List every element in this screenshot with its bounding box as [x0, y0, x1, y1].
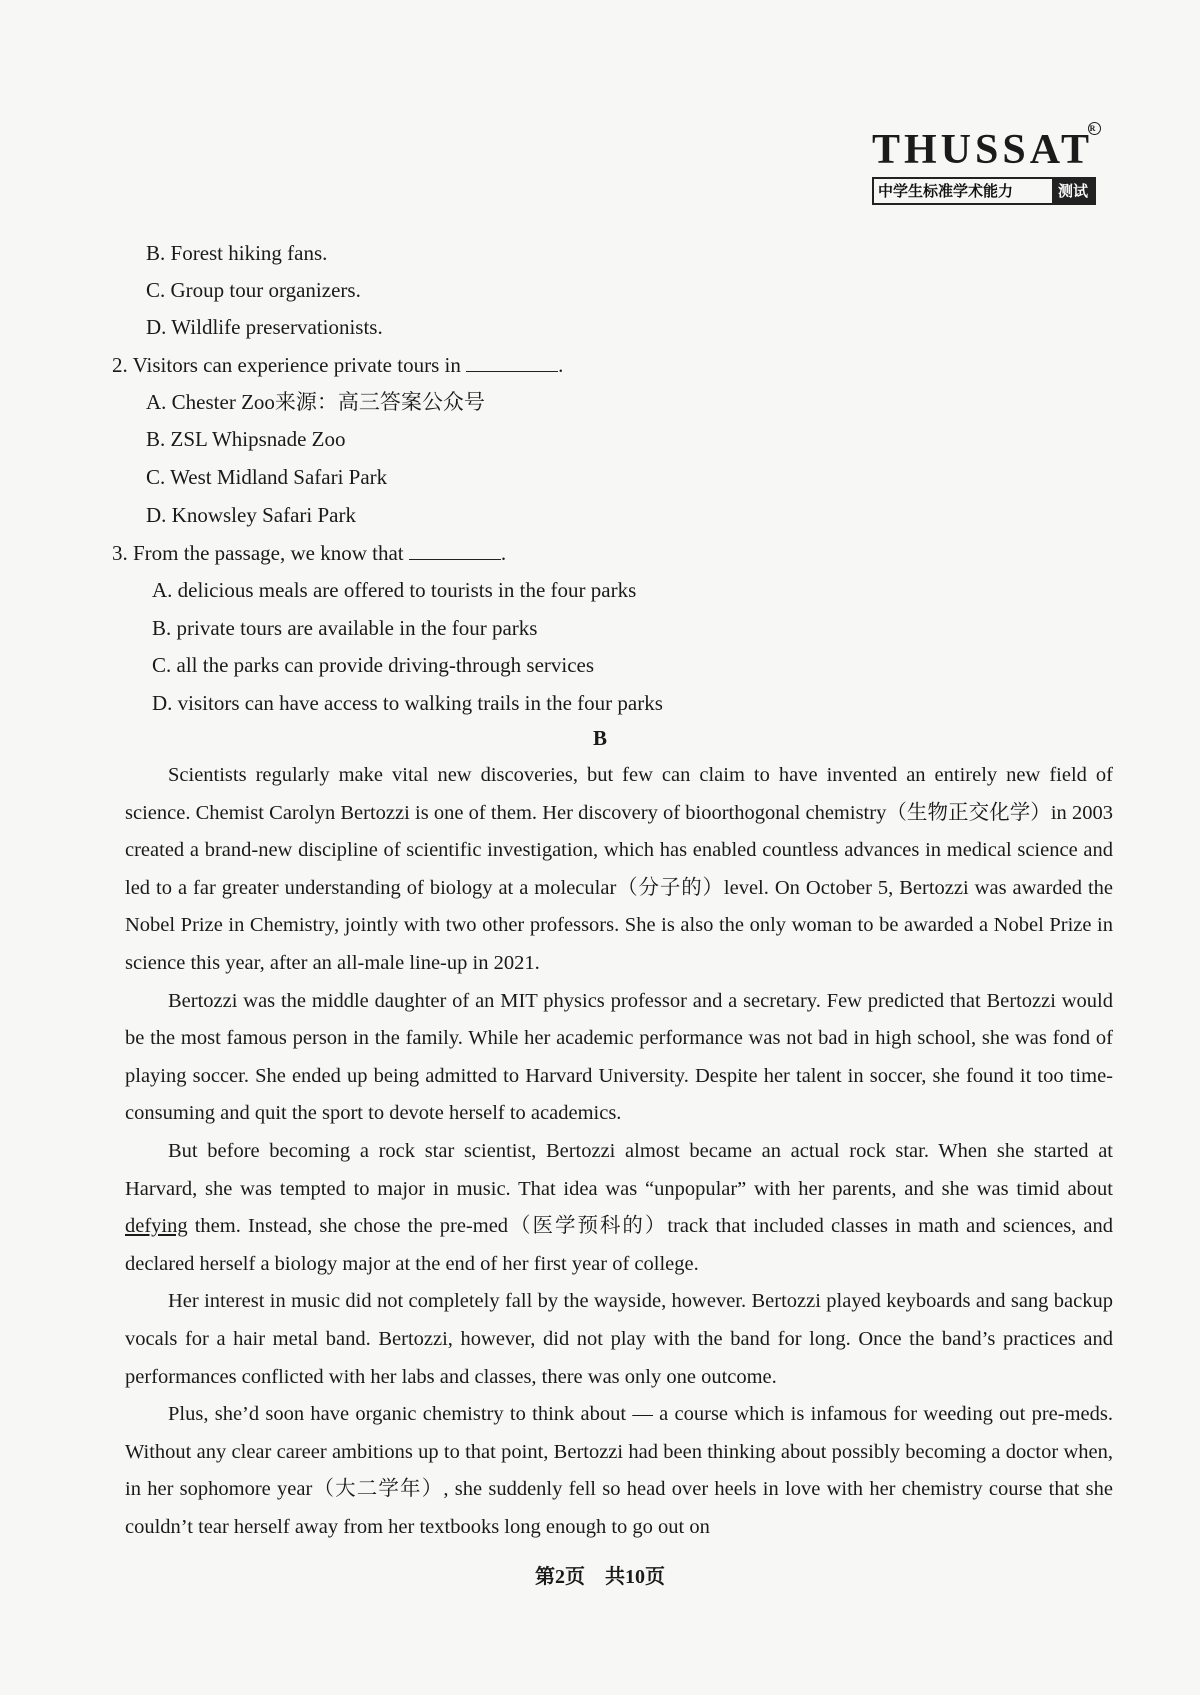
question-stem: From the passage, we know that	[133, 541, 404, 565]
option-text: Chester Zoo来源：高三答案公众号	[171, 390, 485, 414]
thussat-logo	[872, 124, 1100, 205]
q1-option-c	[146, 277, 361, 303]
logo-wordmark	[872, 124, 1100, 173]
option-text: Forest hiking fans.	[170, 241, 328, 265]
answer-blank	[409, 539, 501, 560]
q2-option-d	[146, 502, 356, 528]
option-text: Wildlife preservationists.	[171, 315, 383, 339]
option-letter: C.	[146, 465, 166, 489]
option-text: delicious meals are offered to tourists in the four parks	[177, 578, 637, 602]
option-letter: B.	[146, 427, 166, 451]
option-letter: C.	[152, 653, 172, 677]
question-number: 2.	[112, 353, 128, 377]
paragraph-text: But before becoming a rock star scientist, Bertozzi almost became an actual rock star. When she started at Harvard, she was tempted to major in music. That idea was “unpopular” with her parents, and she was timid about	[125, 1139, 1113, 1200]
question-number: 3.	[112, 541, 128, 565]
q2-option-c	[146, 464, 387, 490]
paragraph: Her interest in music did not completely fall by the wayside, however. Bertozzi played keyboards and sang backup vocals for a hair metal band. Bertozzi, however, did not play with the band for long. Once the band’s practices and performances conflicted with her labs and classes, there was only one outcome.	[125, 1290, 1113, 1388]
option-letter: D.	[152, 691, 173, 715]
option-text: private tours are available in the four parks	[176, 616, 538, 640]
option-text: all the parks can provide driving-through services	[176, 653, 595, 677]
option-text: visitors can have access to walking trails in the four parks	[177, 691, 663, 715]
registered-icon: R	[1089, 124, 1100, 133]
logo-word-text: THUSSAT	[872, 127, 1093, 173]
answer-blank	[466, 351, 558, 372]
question-end: .	[500, 541, 507, 565]
question-2	[112, 351, 563, 378]
logo-subtitle-main: 中学生标准学术能力	[878, 182, 1014, 200]
option-letter: D.	[146, 315, 167, 339]
q3-option-b	[152, 615, 537, 641]
option-text: Knowsley Safari Park	[171, 503, 356, 527]
question-3	[112, 539, 506, 566]
option-letter: A.	[152, 578, 173, 602]
option-letter: D.	[146, 503, 167, 527]
question-stem: Visitors can experience private tours in	[132, 353, 461, 377]
paragraph: Plus, she’d soon have organic chemistry to think about — a course which is infamous for weeding out pre-meds. Without any clear career ambitions up to that point, Bertozzi had been thinking about possibly becoming a doctor when, in her sophomore year（大二学年）, she suddenly fell so head over heels in love with her chemistry course that she couldn’t tear herself away from her textbooks long enough to go out on	[125, 1403, 1113, 1538]
logo-subtitle-boxed: 测试	[1052, 179, 1094, 203]
option-text: ZSL Whipsnade Zoo	[170, 427, 346, 451]
page-number: 第2页 共10页	[535, 1566, 665, 1588]
option-letter: C.	[146, 278, 166, 302]
paragraph: Bertozzi was the middle daughter of an MIT physics professor and a secretary. Few predicted that Bertozzi would be the most famous person in the family. While her academic performance was not bad in high school, she was fond of playing soccer. She ended up being admitted to Harvard University. Despite her talent in soccer, she found it too time-consuming and quit the sport to devote herself to academics.	[125, 989, 1113, 1125]
q2-option-b	[146, 426, 346, 452]
q1-option-b	[146, 240, 327, 266]
q2-option-a	[146, 389, 485, 415]
section-heading: B	[592, 726, 607, 750]
q3-option-a	[152, 577, 636, 603]
q3-option-c	[152, 652, 594, 678]
option-letter: B.	[152, 616, 172, 640]
option-letter: A.	[146, 390, 167, 414]
paragraph-text: them. Instead, she chose the pre-med（医学预科的）track that included classes in math and sciences, and declared herself a biology major at the end of her first year of college.	[125, 1215, 1113, 1275]
q1-option-d	[146, 314, 383, 340]
option-letter: B.	[146, 241, 166, 265]
logo-subtitle	[872, 177, 1096, 205]
option-text: Group tour organizers.	[170, 278, 361, 302]
paragraph	[125, 1133, 1113, 1283]
question-end: .	[558, 353, 564, 377]
reading-passage	[125, 757, 1113, 1546]
underlined-word: defying	[125, 1215, 188, 1238]
option-text: West Midland Safari Park	[170, 465, 388, 489]
q3-option-d	[152, 690, 663, 716]
paragraph: Scientists regularly make vital new discoveries, but few can claim to have invented an entirely new field of science. Chemist Carolyn Bertozzi is one of them. Her discovery of bioorthogonal chemistry（生物正交化学）in 2003 created a brand-new discipline of scientific investigation, which has enabled countless advances in medical science and led to a far greater understanding of biology at a molecular（分子的）level. On October 5, Bertozzi was awarded the Nobel Prize in Chemistry, jointly with two other professors. She is also the only woman to be awarded a Nobel Prize in science this year, after an all-male line-up in 2021.	[125, 764, 1113, 974]
